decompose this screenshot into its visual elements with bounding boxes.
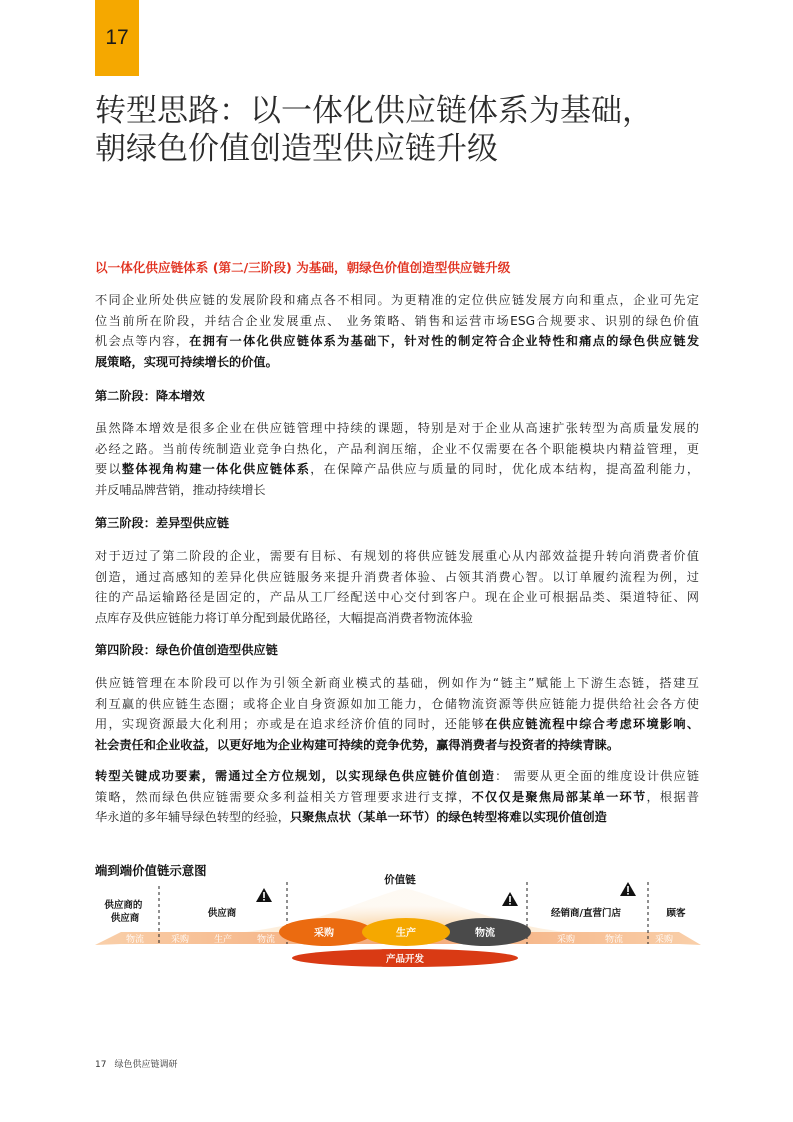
- stage4-line-3-bold: 在供应链流程中综合考虑环境影响、: [485, 717, 700, 731]
- stage2-line-3: [95, 459, 699, 480]
- value-chain-label: 价值链: [384, 874, 416, 886]
- segment-supplier-of-supplier: [104, 899, 145, 924]
- value-chain-diagram: [95, 860, 705, 970]
- band-label-procurement-1: 采购: [170, 935, 190, 945]
- key-factor-line-2-bold: 不仅仅是聚焦局部某单一环节: [471, 789, 647, 804]
- stage2-paragraph: [95, 418, 699, 500]
- intro-paragraph: [95, 290, 699, 372]
- band-label-procurement-3: 采购: [654, 935, 674, 945]
- intro-line-4: [95, 352, 699, 373]
- stage4-line-2: 利互赢的供应链生态圈；或将企业自身资源如加工能力，仓储物流资源等供应链能力提供给社会各方使: [95, 696, 699, 711]
- segment-supplier-of-supplier-line-2: 供应商: [110, 913, 140, 924]
- segment-distributor: 经销商/直营门店: [551, 908, 621, 919]
- diagram-title: 端到端价值链示意图: [95, 863, 207, 878]
- segment-supplier: 供应商: [207, 908, 237, 919]
- band-label-procurement-2: 采购: [556, 935, 576, 945]
- band-label-production: 生产: [213, 935, 233, 945]
- footer-label: 绿色供应链调研: [114, 1060, 178, 1070]
- segment-supplier-of-supplier-line-1: 供应商的: [104, 900, 143, 911]
- value-chain-svg: [95, 860, 705, 970]
- stage3-line-4: 点库存及供应链能力将订单分配到最优路径，大幅提高消费者物流体验: [95, 610, 473, 625]
- key-factor-line-2: [95, 787, 699, 808]
- page-footer: [95, 1057, 177, 1070]
- key-factor-paragraph: [95, 766, 699, 828]
- bubble-production-label: 生产: [396, 928, 416, 939]
- key-factor-line-3: [95, 807, 699, 828]
- stage3-line-3: 往的产品运输路径是固定的，产品从工厂经配送中心交付到客户。现在企业可根据品类、渠道特征、网: [95, 590, 699, 604]
- stage2-line-1: 虽然降本增效是很多企业在供应链管理中持续的课题，特别是对于企业从高速扩张转型为高质量发展的: [95, 421, 699, 435]
- key-factor-line-3-plain: 华永道的多年辅导绿色转型的经验，: [95, 810, 290, 824]
- warning-icon: [256, 888, 272, 902]
- stage3-heading: 第三阶段：差异型供应链: [95, 516, 230, 530]
- stage2-line-3-a: 要以: [95, 462, 122, 476]
- stage3-line-1: 对于迈过了第二阶段的企业，需要有目标、有规划的将供应链发展重心从内部效益提升转向消费者价值: [95, 549, 699, 563]
- page-number-badge: [95, 0, 139, 76]
- stage3-paragraph: [95, 546, 699, 628]
- bubble-logistics-label: 物流: [475, 928, 495, 939]
- stage4-heading: 第四阶段：绿色价值创造型供应链: [95, 643, 278, 657]
- intro-line-4-bold: 展策略，实现可持续增长的价值。: [95, 354, 278, 369]
- warning-icon: [502, 892, 518, 906]
- stage4-line-3-plain: 用，实现资源最大化利用；亦或是在追求经济价值的同时，还能够: [95, 717, 486, 731]
- stage4-line-4: [95, 735, 699, 756]
- stage2-line-2: 必经之路。当前传统制造业竞争白热化，产品利润压缩，企业不仅需要在各个职能模块内精益管理，更: [95, 441, 699, 456]
- stage3-line-2: 创造，通过高感知的差异化供应链服务来提升消费者体验、占领其消费心智。以订单履约流程为例，过: [95, 569, 699, 584]
- intro-line-1: 不同企业所处供应链的发展阶段和痛点各不相同。为更精准的定位供应链发展方向和重点，企业可先定: [95, 293, 699, 307]
- stage2-heading: 第二阶段：降本增效: [95, 389, 205, 403]
- product-development-label: 产品开发: [385, 954, 425, 965]
- title-line-2: 朝绿色价值创造型供应链升级: [95, 131, 498, 167]
- section-subheading: 以一体化供应链体系 (第二/三阶段) 为基础，朝绿色价值创造型供应链升级: [95, 260, 511, 275]
- key-factor-line-1: [95, 766, 699, 787]
- stage2-line-4: 并反哺品牌营销，推动持续增长: [95, 482, 266, 497]
- footer-page-number: 17: [95, 1060, 107, 1070]
- stage4-line-4-bold: 社会责任和企业收益，以更好地为企业构建可持续的竞争优势，赢得消费者与投资者的持续青睐。: [95, 737, 620, 752]
- segment-customer: 顾客: [666, 908, 686, 919]
- key-factor-line-2-plain: 策略，然而绿色供应链需要众多利益相关方管理要求进行支撑，: [95, 789, 472, 804]
- band-label-logistics-3: 物流: [604, 935, 624, 945]
- title-line-1: 转型思路：以一体化供应链体系为基础，: [95, 93, 653, 129]
- band-label-logistics-1: 物流: [125, 935, 145, 945]
- intro-line-3-bold: 在拥有一体化供应链体系为基础下，针对性的制定符合企业特性和痛点的绿色供应链发: [189, 334, 700, 348]
- key-factor-line-1-bold: 转型关键成功要素，需通过全方位规划，以实现绿色供应链价值创造: [95, 769, 496, 783]
- page-number: 17: [105, 26, 129, 49]
- stage4-line-1: 供应链管理在本阶段可以作为引领全新商业模式的基础，例如作为“链主”赋能上下游生态链，搭建互: [95, 676, 699, 690]
- band-label-logistics-2: 物流: [256, 935, 276, 945]
- stage2-line-3-b: ，在保障产品供应与质量的同时，优化成本结构，提高盈利能力，: [310, 462, 700, 476]
- stage4-line-3: [95, 714, 699, 735]
- key-factor-line-2-tail: ，根据普: [646, 789, 700, 804]
- intro-line-2: 位当前所在阶段，并结合企业发展重点、 业务策略、销售和运营市场ESG合规要求、识别的绿色价值: [95, 313, 699, 328]
- stage4-paragraph: [95, 673, 699, 755]
- bubble-procurement-label: 采购: [314, 928, 334, 939]
- key-factor-line-3-bold: 只聚焦点状（某单一环节）的绿色转型将难以实现价值创造: [290, 810, 607, 824]
- key-factor-line-1-plain: ： 需要从更全面的维度设计供应链: [495, 769, 700, 783]
- page-title: [95, 92, 715, 168]
- stage2-line-3-bold: 整体视角构建一体化供应链体系: [121, 462, 311, 476]
- intro-line-3-plain: 机会点等内容，: [95, 334, 190, 348]
- intro-line-3: [95, 331, 699, 352]
- warning-icon: [620, 882, 636, 896]
